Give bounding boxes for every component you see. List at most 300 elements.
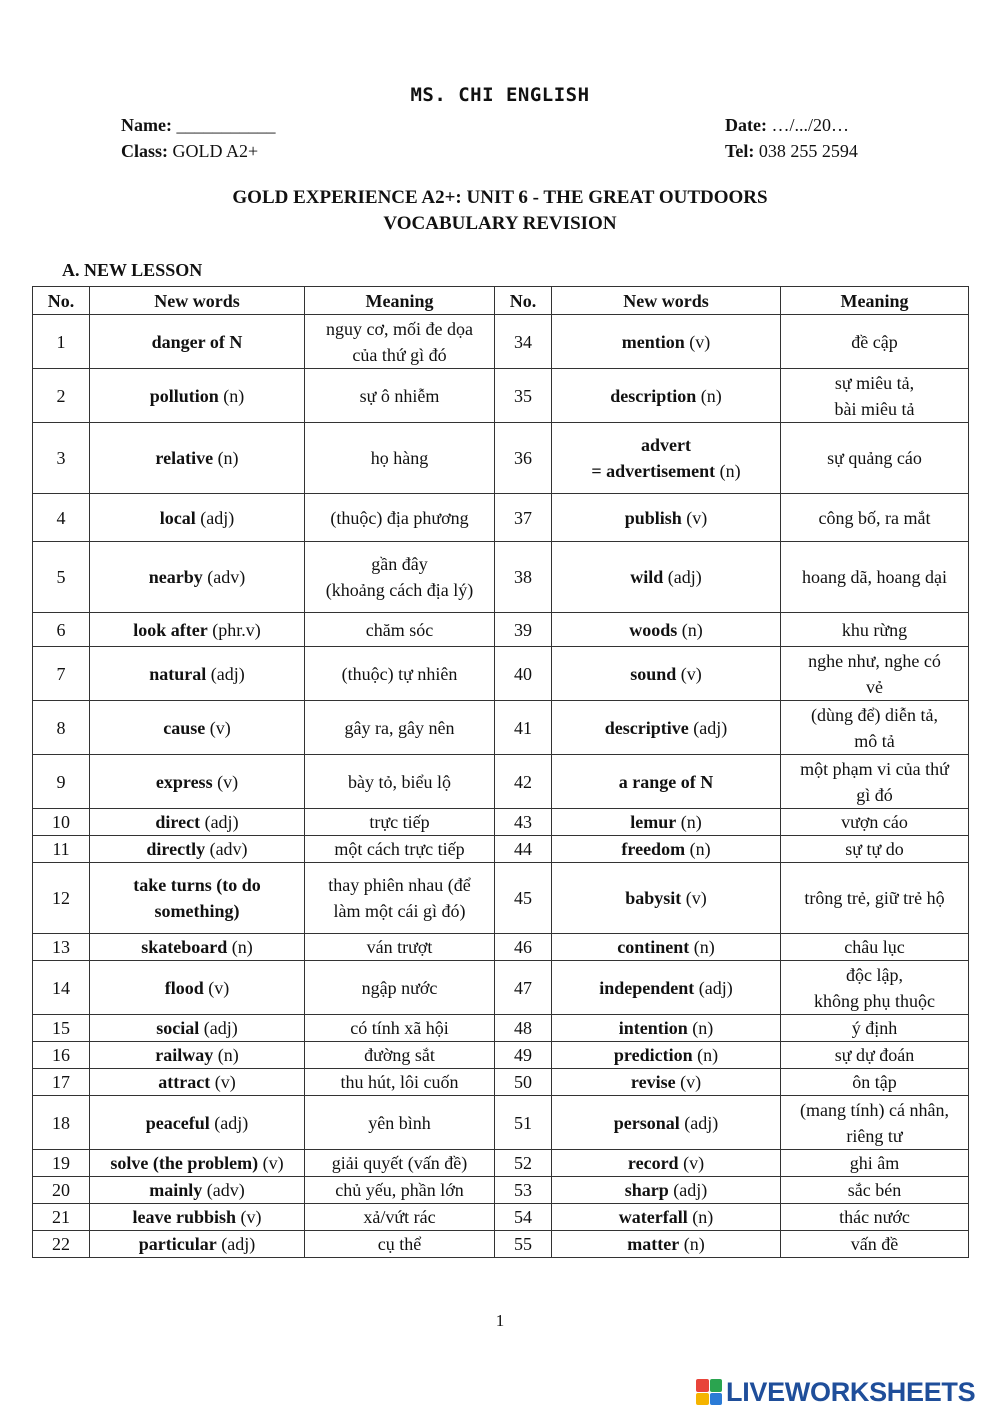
part-of-speech: (adj)	[698, 977, 733, 998]
word-cell	[90, 934, 305, 961]
word-cell	[90, 836, 305, 863]
vocabulary-table-body	[33, 315, 969, 1258]
meaning-cell	[305, 755, 495, 809]
number-cell	[495, 836, 552, 863]
vocab-word-line2: = advertisement	[591, 461, 716, 481]
number-cell	[495, 863, 552, 934]
row-number: 37	[514, 507, 532, 528]
table-row	[33, 1069, 969, 1096]
number-cell	[495, 1204, 552, 1231]
vocab-word: mention	[621, 331, 685, 352]
date-label: Date:	[725, 115, 767, 135]
word-cell	[552, 494, 781, 542]
meaning-cell	[305, 1150, 495, 1177]
number-cell	[33, 1069, 90, 1096]
word-cell	[90, 647, 305, 701]
meaning-text: ván trượt	[366, 937, 433, 957]
meaning-text: (mang tính) cá nhân,	[800, 1099, 949, 1120]
part-of-speech: (v)	[683, 1153, 705, 1173]
meaning-cell	[305, 961, 495, 1015]
row-number: 43	[514, 812, 532, 832]
row-number: 22	[52, 1234, 70, 1254]
part-of-speech: (n)	[683, 1234, 705, 1254]
number-cell	[33, 836, 90, 863]
row-number: 51	[514, 1112, 532, 1133]
number-cell	[33, 1015, 90, 1042]
number-cell	[495, 1015, 552, 1042]
tel-label: Tel:	[725, 141, 755, 161]
word-cell	[552, 1069, 781, 1096]
meaning-cell	[781, 934, 969, 961]
vocab-word: continent	[617, 937, 690, 957]
vocab-word: flood	[164, 977, 204, 998]
part-of-speech: (adv)	[206, 1180, 245, 1200]
part-of-speech: (v)	[262, 1153, 284, 1173]
brand-text: LIVEWORKSHEETS	[726, 1376, 976, 1407]
row-number: 12	[52, 888, 70, 908]
row-number: 38	[514, 567, 532, 587]
word-cell	[90, 1042, 305, 1069]
vocab-word: advert	[641, 435, 691, 455]
number-cell	[495, 613, 552, 647]
vocab-word: a range of N	[618, 771, 714, 792]
row-number: 34	[514, 331, 532, 352]
meaning-text: làm một cái gì đó)	[333, 901, 466, 921]
meaning-text: một cách trực tiếp	[334, 839, 465, 859]
vocab-word: skateboard	[141, 937, 228, 957]
vocab-word-line2: something)	[154, 901, 240, 921]
table-row	[33, 809, 969, 836]
meaning-text: (thuộc) tự nhiên	[341, 663, 458, 684]
word-cell	[552, 1015, 781, 1042]
name-field	[121, 115, 275, 135]
date-field	[725, 115, 849, 135]
part-of-speech: (v)	[680, 1072, 702, 1092]
word-cell	[552, 755, 781, 809]
meaning-cell	[305, 1204, 495, 1231]
meaning-text: đề cập	[851, 331, 898, 352]
word-cell	[552, 647, 781, 701]
number-cell	[495, 494, 552, 542]
vocab-word: matter	[627, 1234, 680, 1254]
number-cell	[33, 934, 90, 961]
word-cell	[90, 1096, 305, 1150]
table-row	[33, 934, 969, 961]
number-cell	[33, 1231, 90, 1258]
name-label: Name:	[121, 115, 172, 135]
vocab-word: relative	[155, 448, 214, 468]
meaning-cell	[781, 315, 969, 369]
table-row	[33, 1150, 969, 1177]
part-of-speech: (v)	[214, 1072, 236, 1092]
word-cell	[552, 701, 781, 755]
word-cell	[90, 961, 305, 1015]
meaning-text: có tính xã hội	[350, 1018, 449, 1038]
number-cell	[495, 701, 552, 755]
word-cell	[90, 701, 305, 755]
word-cell	[552, 1204, 781, 1231]
row-number: 7	[56, 663, 66, 684]
document-title: GOLD EXPERIENCE A2+: UNIT 6 - THE GREAT OUTDOORS	[232, 187, 768, 208]
part-of-speech: (adv)	[209, 839, 248, 859]
meaning-cell	[781, 1231, 969, 1258]
brand-tile	[696, 1379, 709, 1392]
meaning-cell	[781, 836, 969, 863]
meaning-text: khu rừng	[841, 619, 908, 640]
part-of-speech: (n)	[223, 385, 245, 406]
table-row	[33, 613, 969, 647]
part-of-speech: (n)	[692, 1018, 714, 1038]
meaning-cell	[305, 836, 495, 863]
meaning-text: trông trẻ, giữ trẻ hộ	[804, 888, 945, 908]
meaning-cell	[781, 647, 969, 701]
meaning-text: sự quảng cáo	[827, 448, 922, 468]
number-cell	[33, 494, 90, 542]
header-meaning-right: Meaning	[781, 287, 969, 315]
meaning-text: thay phiên nhau (để	[328, 875, 471, 895]
number-cell	[33, 1150, 90, 1177]
table-row	[33, 1015, 969, 1042]
row-number: 50	[514, 1072, 532, 1092]
vocab-word: waterfall	[618, 1207, 688, 1227]
header-no-right: No.	[495, 287, 552, 315]
meaning-cell	[305, 1015, 495, 1042]
meaning-cell	[781, 494, 969, 542]
word-cell	[90, 494, 305, 542]
meaning-text: gây ra, gây nên	[344, 717, 455, 738]
row-number: 52	[514, 1153, 532, 1173]
meaning-cell	[305, 494, 495, 542]
page-number: 1	[495, 1311, 505, 1330]
meaning-text: (khoảng cách địa lý)	[325, 580, 474, 600]
vocab-word: lemur	[630, 812, 677, 832]
row-number: 17	[52, 1072, 70, 1092]
part-of-speech: (v)	[217, 771, 239, 792]
meaning-cell	[781, 1204, 969, 1231]
vocab-word: babysit	[625, 888, 682, 908]
vocab-word: description	[610, 385, 697, 406]
header-words-left: New words	[90, 287, 305, 315]
number-cell	[33, 315, 90, 369]
part-of-speech: (adj)	[203, 1018, 238, 1038]
row-number: 4	[56, 507, 66, 528]
meaning-text: gì đó	[856, 784, 893, 805]
word-cell	[90, 613, 305, 647]
part-of-speech: (adj)	[673, 1180, 708, 1200]
part-of-speech: (n)	[697, 1045, 719, 1065]
row-number: 2	[56, 385, 66, 406]
row-number: 20	[52, 1180, 70, 1200]
meaning-cell	[781, 809, 969, 836]
row-number: 13	[52, 937, 70, 957]
row-number: 3	[56, 448, 66, 468]
number-cell	[495, 1177, 552, 1204]
vocab-word: solve (the problem)	[110, 1153, 259, 1173]
part-of-speech: (v)	[686, 507, 708, 528]
word-cell	[552, 961, 781, 1015]
word-cell	[552, 1096, 781, 1150]
number-cell	[33, 961, 90, 1015]
meaning-text: ghi âm	[849, 1153, 900, 1173]
table-row	[33, 369, 969, 423]
vocab-word: cause	[163, 717, 206, 738]
vocab-word: personal	[613, 1112, 680, 1133]
table-row	[33, 1204, 969, 1231]
vocab-word: social	[156, 1018, 200, 1038]
meaning-cell	[305, 1096, 495, 1150]
table-row	[33, 1096, 969, 1150]
vocab-word: directly	[146, 839, 206, 859]
meaning-cell	[305, 542, 495, 613]
meaning-text: sắc bén	[847, 1180, 902, 1200]
meaning-cell	[781, 755, 969, 809]
number-cell	[33, 755, 90, 809]
row-number: 11	[52, 839, 70, 859]
vocab-word: freedom	[621, 839, 686, 859]
meaning-cell	[305, 934, 495, 961]
part-of-speech: (adj)	[210, 663, 245, 684]
row-number: 19	[52, 1153, 70, 1173]
row-number: 8	[56, 717, 66, 738]
part-of-speech: (v)	[208, 977, 230, 998]
header-words-right: New words	[552, 287, 781, 315]
meaning-cell	[781, 423, 969, 494]
word-cell	[552, 613, 781, 647]
part-of-speech: (n)	[217, 448, 239, 468]
row-number: 9	[56, 771, 66, 792]
meaning-text: công bố, ra mắt	[818, 507, 931, 528]
document-subtitle: VOCABULARY REVISION	[383, 213, 617, 234]
table-row	[33, 1042, 969, 1069]
row-number: 44	[514, 839, 532, 859]
word-cell	[90, 369, 305, 423]
meaning-text: ý định	[851, 1018, 898, 1038]
table-row	[33, 836, 969, 863]
table-row	[33, 755, 969, 809]
meaning-text: họ hàng	[370, 448, 429, 468]
vocabulary-table	[32, 286, 969, 1258]
section-heading: A. NEW LESSON	[62, 260, 203, 280]
vocab-word: record	[627, 1153, 679, 1173]
vocab-word: take turns (to do	[133, 875, 261, 895]
meaning-cell	[781, 1177, 969, 1204]
table-row	[33, 423, 969, 494]
vocab-word: woods	[629, 619, 678, 640]
meaning-cell	[305, 701, 495, 755]
meaning-text: sự miêu tả,	[834, 372, 915, 393]
vocab-word: independent	[599, 977, 695, 998]
vocab-word: express	[155, 771, 213, 792]
number-cell	[33, 542, 90, 613]
row-number: 5	[56, 567, 66, 587]
meaning-text: riêng tư	[846, 1125, 903, 1146]
vocab-word: revise	[630, 1072, 676, 1092]
meaning-cell	[305, 1177, 495, 1204]
row-number: 54	[514, 1207, 532, 1227]
brand-logo	[696, 1376, 975, 1408]
word-cell	[552, 315, 781, 369]
number-cell	[33, 369, 90, 423]
meaning-text: không phụ thuộc	[814, 990, 935, 1011]
meaning-cell	[781, 1042, 969, 1069]
row-number: 10	[52, 812, 70, 832]
word-cell	[90, 1069, 305, 1096]
meaning-text: yên bình	[368, 1112, 431, 1133]
row-number: 47	[514, 977, 532, 998]
row-number: 21	[52, 1207, 70, 1227]
part-of-speech: (n)	[680, 812, 702, 832]
part-of-speech: (n)	[689, 839, 711, 859]
vocab-word: nearby	[148, 567, 203, 587]
word-cell	[90, 809, 305, 836]
table-row	[33, 863, 969, 934]
number-cell	[33, 1042, 90, 1069]
word-cell	[552, 836, 781, 863]
meaning-text: bài miêu tả	[834, 398, 915, 419]
row-number: 46	[514, 937, 532, 957]
part-of-speech: (n)	[231, 937, 253, 957]
meaning-text: sự tự do	[845, 839, 904, 859]
table-row	[33, 647, 969, 701]
row-number: 40	[514, 663, 532, 684]
row-number: 18	[52, 1112, 70, 1133]
part-of-speech: (v)	[689, 331, 711, 352]
part-of-speech: (adj)	[693, 717, 728, 738]
name-value: ___________	[176, 115, 276, 135]
part-of-speech: (adv)	[207, 567, 246, 587]
brand-grid-icon	[696, 1379, 722, 1405]
meaning-text: ôn tập	[852, 1072, 897, 1092]
word-cell	[90, 1150, 305, 1177]
meaning-cell	[305, 1231, 495, 1258]
table-row	[33, 1231, 969, 1258]
meaning-text: của thứ gì đó	[352, 344, 447, 365]
table-row	[33, 542, 969, 613]
meaning-text: vấn đề	[850, 1234, 899, 1254]
meaning-cell	[781, 1096, 969, 1150]
meaning-text: thu hút, lôi cuốn	[340, 1072, 459, 1092]
table-row	[33, 1177, 969, 1204]
number-cell	[33, 423, 90, 494]
meaning-text: một phạm vi của thứ	[800, 758, 949, 779]
word-cell	[552, 542, 781, 613]
word-cell	[552, 423, 781, 494]
word-cell	[90, 423, 305, 494]
meaning-text: vẻ	[866, 676, 883, 697]
meaning-cell	[781, 1015, 969, 1042]
vocab-word: sharp	[624, 1180, 669, 1200]
meaning-cell	[305, 1042, 495, 1069]
meaning-cell	[781, 1150, 969, 1177]
row-number: 1	[56, 331, 66, 352]
vocab-word: pollution	[149, 385, 219, 406]
meaning-text: trực tiếp	[369, 812, 430, 832]
meaning-text: sự ô nhiễm	[359, 385, 440, 406]
row-number: 55	[514, 1234, 532, 1254]
part-of-speech: (adj)	[221, 1234, 256, 1254]
word-cell	[552, 934, 781, 961]
meaning-cell	[781, 542, 969, 613]
word-cell	[90, 1204, 305, 1231]
brand-tile	[710, 1393, 723, 1406]
vocab-word: attract	[158, 1072, 211, 1092]
part-of-speech: (adj)	[204, 812, 239, 832]
date-value: …/.../20…	[771, 115, 849, 135]
meaning-cell	[781, 1069, 969, 1096]
table-row	[33, 494, 969, 542]
table-row	[33, 961, 969, 1015]
number-cell	[33, 1096, 90, 1150]
table-row	[33, 315, 969, 369]
vocab-word: sound	[630, 663, 677, 684]
class-label: Class:	[121, 141, 169, 161]
number-cell	[33, 1204, 90, 1231]
number-cell	[33, 647, 90, 701]
word-cell	[90, 755, 305, 809]
meaning-cell	[305, 369, 495, 423]
row-number: 36	[514, 448, 532, 468]
vocab-word: direct	[155, 812, 201, 832]
number-cell	[495, 542, 552, 613]
number-cell	[495, 934, 552, 961]
row-number: 45	[514, 888, 532, 908]
part-of-speech: (adj)	[684, 1112, 719, 1133]
number-cell	[495, 1069, 552, 1096]
number-cell	[495, 647, 552, 701]
number-cell	[495, 1150, 552, 1177]
part-of-speech: (adj)	[667, 567, 702, 587]
meaning-text: ngập nước	[361, 977, 438, 998]
meaning-text: gần đây	[371, 554, 428, 574]
number-cell	[33, 863, 90, 934]
table-header-row	[33, 287, 969, 315]
part-of-speech: (v)	[209, 717, 231, 738]
meaning-cell	[781, 613, 969, 647]
vocab-word: particular	[138, 1234, 217, 1254]
number-cell	[495, 423, 552, 494]
meaning-text: (dùng để) diễn tả,	[811, 704, 938, 725]
word-cell	[552, 809, 781, 836]
part-of-speech: (n)	[692, 1207, 714, 1227]
tel-value: 038 255 2594	[758, 141, 858, 161]
vocab-word: peaceful	[145, 1112, 210, 1133]
meaning-text: chủ yếu, phần lớn	[335, 1180, 464, 1200]
meaning-text: bày tỏ, biểu lộ	[348, 771, 451, 792]
meaning-text: nghe như, nghe có	[808, 650, 941, 671]
part-of-speech: (n)	[719, 461, 741, 481]
part-of-speech: (adj)	[200, 507, 235, 528]
meaning-cell	[305, 1069, 495, 1096]
word-cell	[90, 542, 305, 613]
meaning-text: châu lục	[844, 937, 905, 957]
meaning-text: hoang dã, hoang dại	[802, 567, 947, 587]
meaning-cell	[305, 863, 495, 934]
meaning-cell	[305, 809, 495, 836]
meaning-cell	[781, 863, 969, 934]
number-cell	[495, 961, 552, 1015]
part-of-speech: (n)	[700, 385, 722, 406]
row-number: 41	[514, 717, 532, 738]
meaning-text: thác nước	[839, 1207, 910, 1227]
number-cell	[33, 1177, 90, 1204]
number-cell	[495, 369, 552, 423]
meaning-text: độc lập,	[846, 964, 903, 985]
meaning-text: cụ thể	[377, 1234, 422, 1254]
header-no-left: No.	[33, 287, 90, 315]
number-cell	[495, 315, 552, 369]
word-cell	[90, 1015, 305, 1042]
brand-tile	[696, 1393, 709, 1406]
